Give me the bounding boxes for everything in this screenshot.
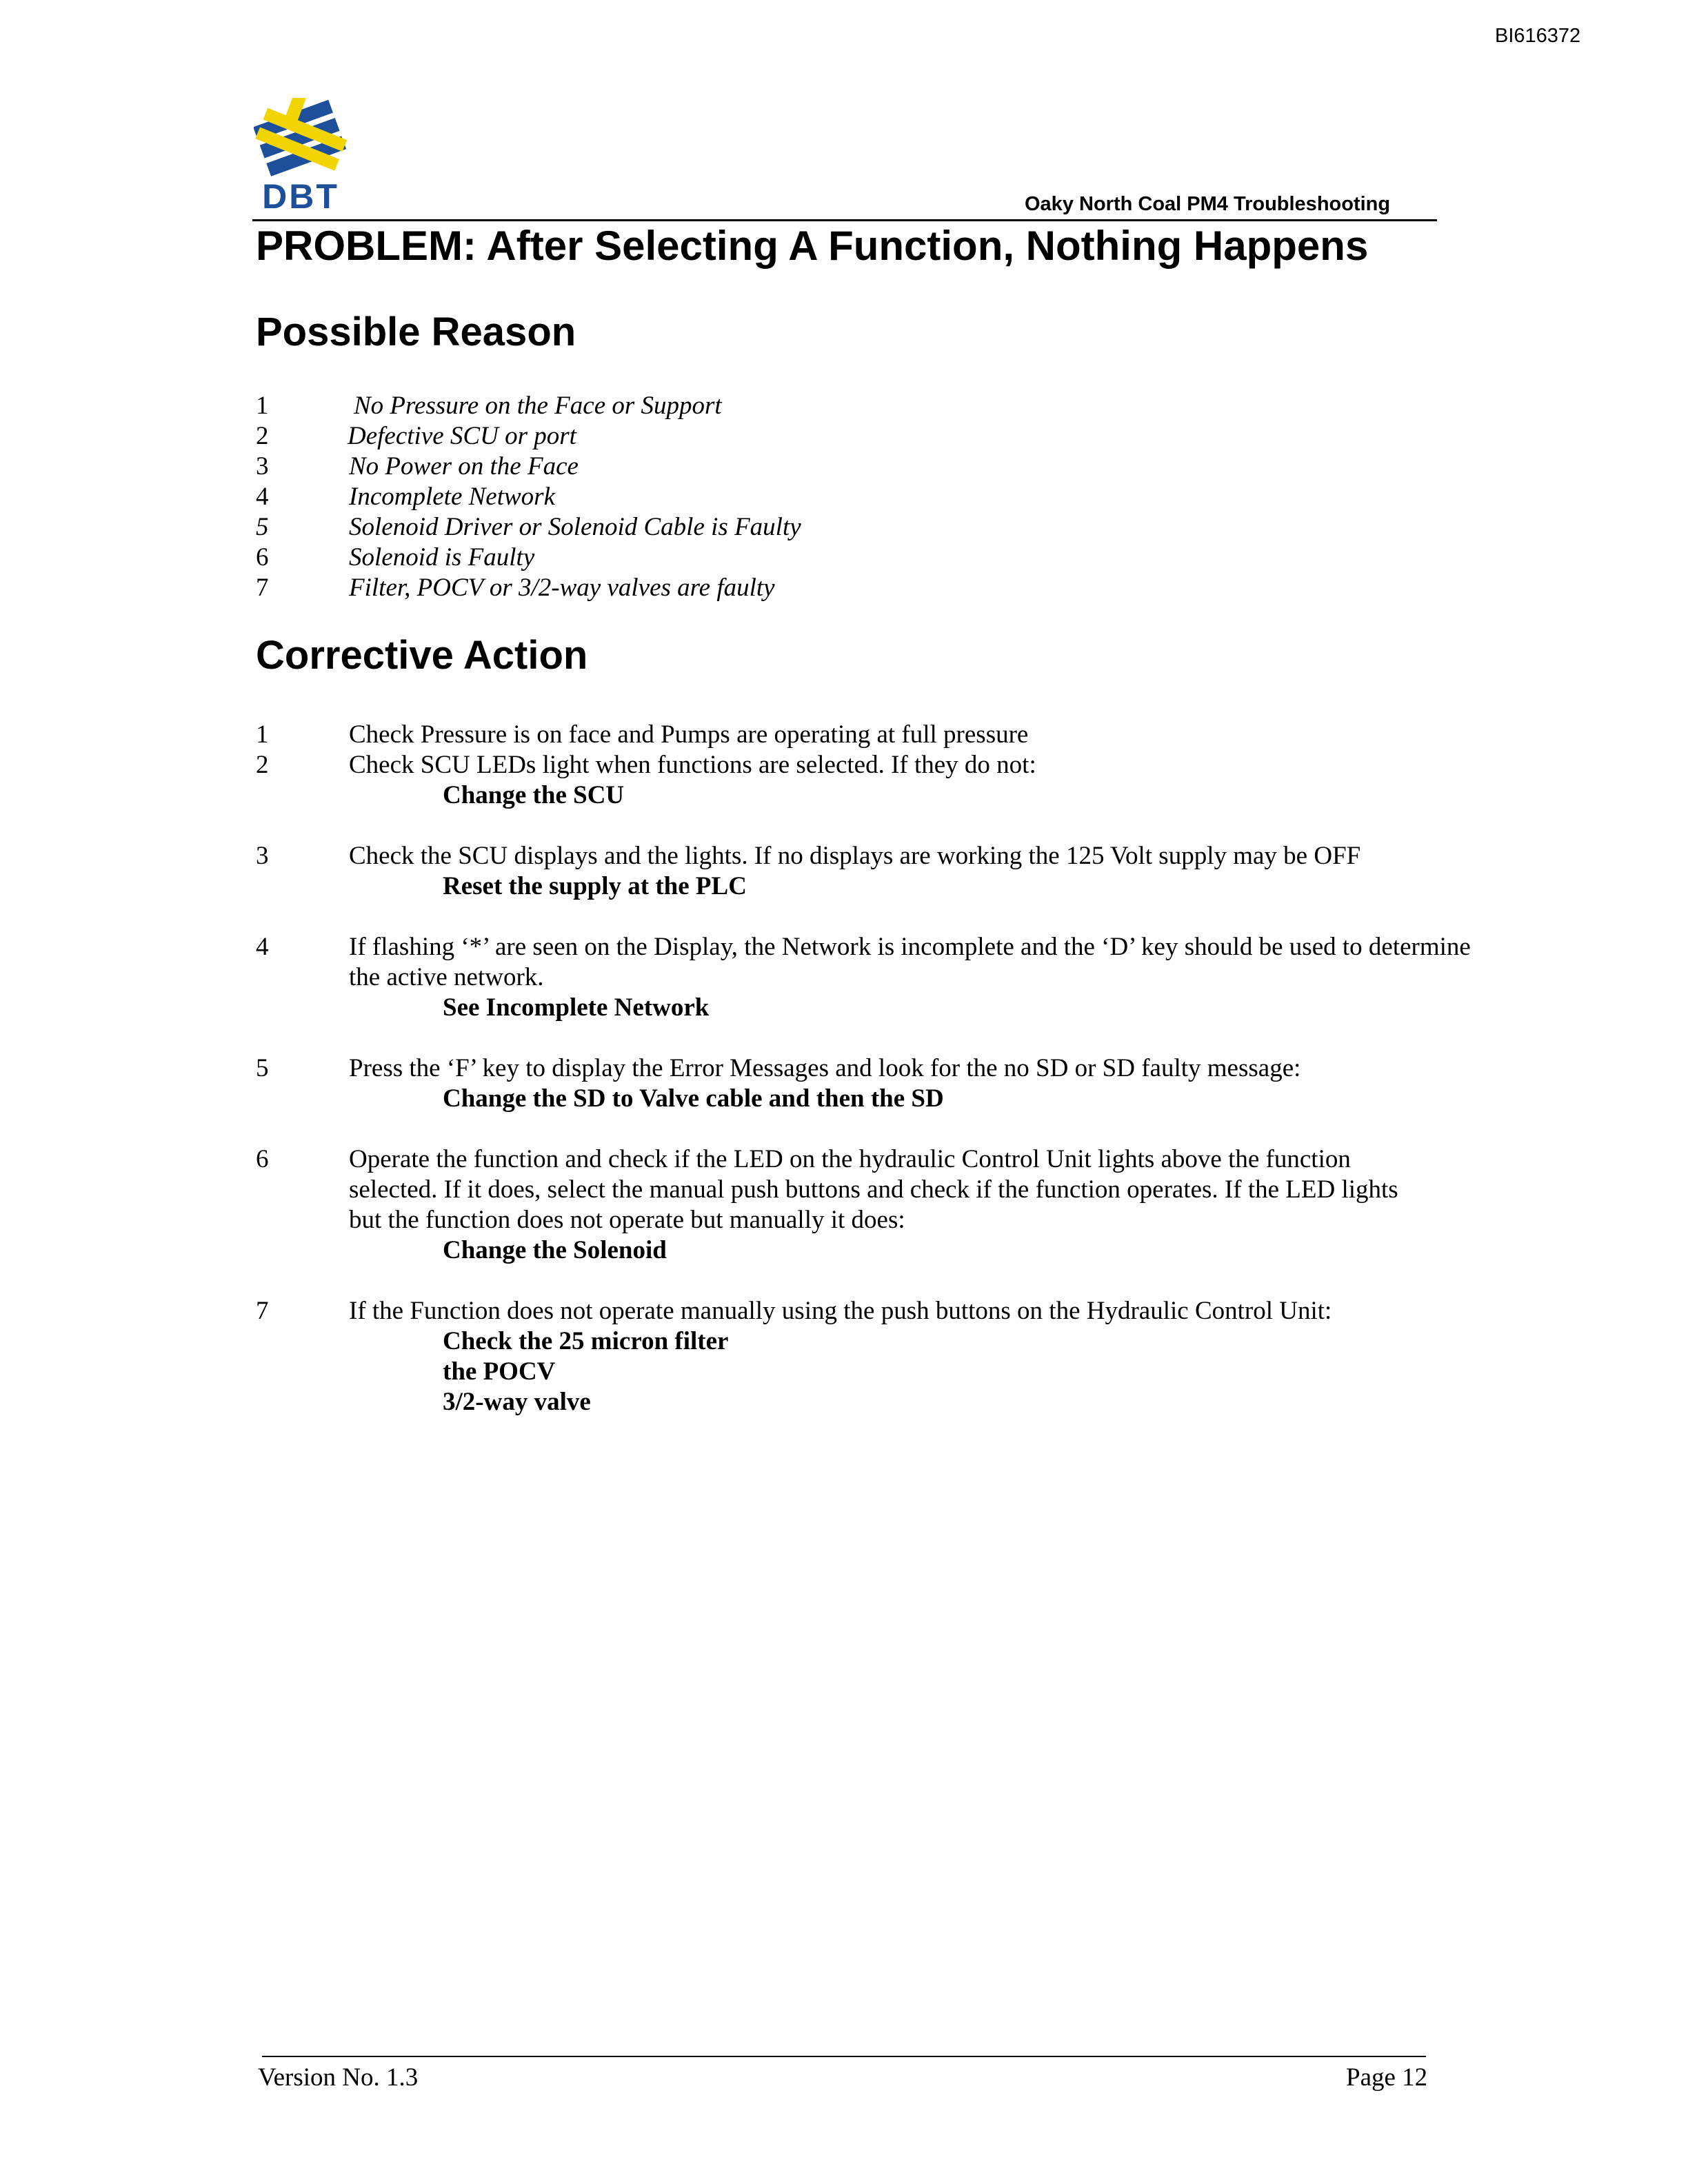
action-instruction: Change the Solenoid [443,1236,667,1264]
action-instruction: Reset the supply at the PLC [443,872,747,900]
reason-number: 4 [256,483,269,511]
reason-text: Defective SCU or port [348,422,576,450]
action-text: Check SCU LEDs light when functions are selected. If they do not: [349,751,1036,779]
corrective-action-heading: Corrective Action [256,633,588,678]
action-text: Check Pressure is on face and Pumps are operating at full pressure [349,720,1029,749]
footer-version: Version No. 1.3 [258,2063,419,2092]
action-instruction: Check the 25 micron filter [443,1327,729,1355]
reason-text: No Power on the Face [349,452,579,481]
action-instruction: 3/2-way valve [443,1388,591,1416]
possible-reason-heading: Possible Reason [256,310,576,354]
action-instruction: Change the SCU [443,781,625,809]
action-text: Operate the function and check if the LED on the hydraulic Control Unit lights above the function selected. If it does, select the manual push buttons and check if the function operates. If the LED lights but the function does not operate but manually it does: [349,1145,1398,1234]
action-text: Press the ‘F’ key to display the Error Messages and look for the no SD or SD faulty message: [349,1054,1301,1082]
reason-number: 1 [256,392,269,420]
action-number: 5 [256,1054,269,1082]
header-title: Oaky North Coal PM4 Troubleshooting [1025,193,1391,215]
action-number: 1 [256,720,269,749]
reason-text: Solenoid Driver or Solenoid Cable is Faulty [349,513,801,541]
reason-text: Solenoid is Faulty [349,543,535,572]
action-instruction: the POCV [443,1357,556,1386]
action-number: 7 [256,1297,269,1325]
dbt-logo [254,92,348,214]
action-number: 4 [256,933,269,961]
svg-text:DBT: DBT [262,177,339,214]
action-number: 6 [256,1145,269,1173]
problem-title: PROBLEM: After Selecting A Function, Nothing Happens [256,223,1369,269]
action-number: 2 [256,751,269,779]
document-id: BI616372 [1495,25,1581,47]
reason-number: 2 [256,422,269,450]
action-text: If the Function does not operate manually using the push buttons on the Hydraulic Control Unit: [349,1297,1332,1325]
header-divider [252,219,1437,221]
reason-text: Incomplete Network [349,483,555,511]
footer-divider [262,2056,1426,2057]
reason-number: 6 [256,543,269,572]
reason-number: 3 [256,452,269,481]
reason-number: 7 [256,574,269,602]
action-instruction: Change the SD to Valve cable and then the SD [443,1084,944,1113]
action-text: Check the SCU displays and the lights. If no displays are working the 125 Volt supply may be OFF [349,842,1361,870]
reason-text: No Pressure on the Face or Support [354,392,722,420]
footer-page-number: Page 12 [1346,2063,1428,2092]
action-text: If flashing ‘*’ are seen on the Display, the Network is incomplete and the ‘D’ key should be used to determine the active network. [349,933,1471,991]
reason-number: 5 [256,513,269,541]
action-number: 3 [256,842,269,870]
reason-text: Filter, POCV or 3/2-way valves are faulty [349,574,775,602]
action-instruction: See Incomplete Network [443,993,710,1022]
